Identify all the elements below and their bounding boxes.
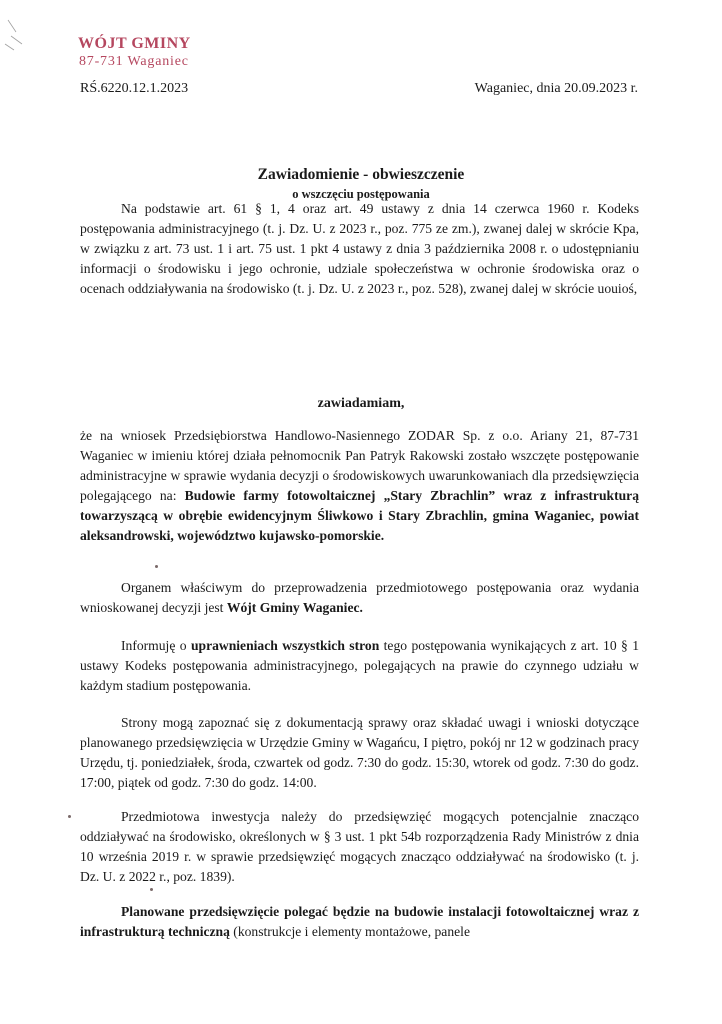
reference-number: RŚ.6220.12.1.2023 (80, 81, 189, 96)
title-subtitle: o wszczęciu postępowania (292, 187, 430, 201)
notice-text: że na wniosek Przedsiębiorstwa Handlowo-Nasiennego ZODAR Sp. z o.o. Ariany 21, 87-731 Waganiec w imieniu której działa pełnomocnik Pan Patryk Rakowski zostało wszczęte postępowanie administracyjne w sprawie wydania decyzji o środowiskowych uwarunkowaniach dla przedsięwzięcia polegającego na: (80, 428, 639, 503)
rights-text-end: tego postępowania wynikających z art. 10 § 1 ustawy Kodeks postępowania administracyjnego, polegających na prawie do czynnego udziału w każdym stadium postępowania. (80, 638, 640, 693)
scan-dot (155, 565, 158, 568)
intro-paragraph: Na podstawie art. 61 § 1, 4 oraz art. 49 ustawy z dnia 14 czerwca 1960 r. Kodeks postępowania administracyjnego (t. j. Dz. U. z 2023 r., poz. 775 ze zm.), zwanej dalej w skrócie Kpa, w związku z art. 73 ust. 1 i art. 75 ust. 1 pkt 4 ustawy z dnia 3 października 2008 r. o udostępnianiu informacji o środowisku i jego ochronie, udziale społeczeństwa w ochronie środowiska oraz o ocenach oddziaływania na środowisko (t. j. Dz. U. z 2023 r., poz. 528), zwanej dalej w skrócie uouioś, (80, 201, 639, 296)
authority-text: Organem właściwym do przeprowadzenia przedmiotowego postępowania oraz wydania wnioskowanej decyzji jest (80, 580, 639, 615)
planned-emphasis: Planowane przedsięwzięcie polegać będzie na budowie instalacji fotowoltaicznej wraz z infrastrukturą techniczną (80, 904, 639, 939)
stamp-title: WÓJT GMINY (78, 35, 191, 52)
title-main: Zawiadomienie - obwieszczenie (257, 166, 465, 183)
authority-paragraph (80, 578, 639, 618)
notice-paragraph (80, 426, 639, 546)
rights-paragraph (80, 636, 639, 696)
planned-text: (konstrukcje i elementy montażowe, panele (229, 924, 470, 939)
authority-name: Wójt Gminy Waganiec. (226, 600, 363, 615)
document-title (0, 166, 722, 202)
official-stamp (78, 35, 191, 70)
project-name: Budowie farmy fotowoltaicznej „Stary Zbrachlin” wraz z infrastrukturą towarzyszącą w obrębie ewidencyjnym Śliwkowo i Stary Zbrachlin, gmina Waganiec, powiat aleksandrowski, województwo kujawsko-pomorskie. (80, 488, 639, 543)
scan-artifact-mark (2, 14, 42, 54)
rights-emphasis: uprawnieniach wszystkich stron (190, 638, 380, 653)
documentation-paragraph: Strony mogą zapoznać się z dokumentacją sprawy oraz składać uwagi i wnioski dotyczące planowanego przedsięwzięcia w Urzędzie Gminy w Wagańcu, I piętro, pokój nr 12 w godzinach pracy Urzędu, tj. poniedziałek, środa, czwartek od godz. 7:30 do godz. 15:30, wtorek od godz. 7:30 do godz. 17:00, piątek od godz. 7:30 do godz. 14:00. (80, 715, 639, 790)
rights-text-start: Informuję o (121, 638, 191, 653)
scan-dot (68, 815, 71, 818)
planned-paragraph (80, 902, 639, 942)
investment-paragraph: Przedmiotowa inwestycja należy do przedsięwzięć mogących potencjalnie znacząco oddziaływać na środowisko, określonych w § 3 ust. 1 pkt 54b rozporządzenia Rady Ministrów z dnia 10 września 2019 r. w sprawie przedsięwzięć mogących znacząco oddziaływać na środowisko (t. j. Dz. U. z 2022 r., poz. 1839). (80, 809, 639, 884)
declaration-heading: zawiadamiam, (317, 396, 405, 411)
document-date: Waganiec, dnia 20.09.2023 r. (474, 81, 638, 96)
stamp-address: 87-731 Waganiec (79, 54, 189, 69)
scan-dot (150, 888, 153, 891)
